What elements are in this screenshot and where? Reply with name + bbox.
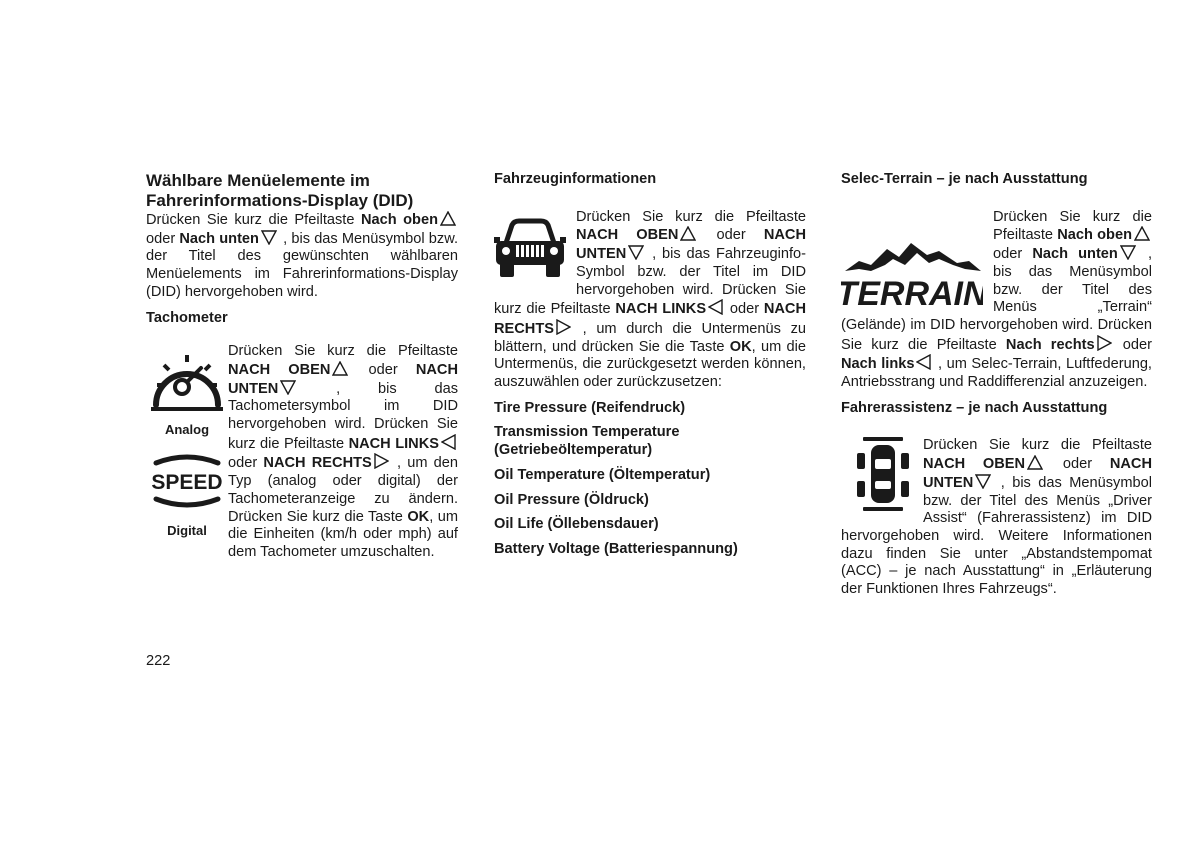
list-item: Battery Voltage (Batteriespannung) (494, 540, 738, 557)
driver-assist-paragraph: Drücken Sie kurz die Pfeiltaste NACH OBEN oder NACH UNTEN , bis das Menüsymbol bzw. der Titel des Menüs „Driver Assist“ (Fahrerassistenz) im DID hervorgehoben wird. Weitere Informationen dazu finden Sie unter „Abstandstempomat (ACC) – je nach Ausstattung“ in „Erläuterung der Funktionen Ihres Fahrzeugs“. (841, 437, 1153, 598)
terrain-logo (841, 239, 993, 317)
list-item: Oil Temperature (Öltemperatur) (494, 466, 711, 483)
terrain-paragraph: Drücken Sie kurz die Pfeiltaste Nach oben oder Nach unten , bis das Menüsymbol bzw. der Titel des Menüs „Terrain“ (Gelände) im DID hervorgehoben wird. Drücken Sie kurz die Pfeiltaste Nach rechts oder Nach links , um Selec-Terrain, Luftfederung, Antriebsstrang und Raddifferenzial anzuzeigen. (841, 208, 1153, 391)
column-middle (494, 171, 806, 566)
column-right (841, 171, 1152, 607)
section-heading-selec-terrain: Selec-Terrain – je nach Ausstattung (841, 171, 1088, 187)
arrow-right-icon (556, 319, 571, 335)
intro-paragraph: Drücken Sie kurz die Pfeiltaste Nach oben oder Nach unten , bis das Menüsymbol bzw. der Titel des gewünschten wählbaren Menüelements im Fahrerinformations-Display (DID) hervorgehoben wird. (146, 212, 458, 300)
arrow-down-icon (628, 245, 644, 260)
tachometer-icons (146, 343, 228, 540)
page-number: 222 (146, 653, 171, 669)
arrow-left-icon (916, 354, 931, 370)
speed-icon-text: SPEED (151, 470, 223, 494)
arrow-up-icon (440, 211, 456, 226)
arrow-up-icon (680, 226, 696, 241)
column-left (146, 171, 458, 570)
arrow-right-icon (374, 453, 389, 469)
vehicle-info-paragraph: Drücken Sie kurz die Pfeiltaste NACH OBEN oder NACH UNTEN , bis das Fahrzeuginfo-Symbol bzw. der Titel im DID hervorgehoben wird. Drücken Sie kurz die Pfeiltaste NACH LINKS oder NACH RECHTS , um durch die Untermenüs zu blättern, und drücken Sie die Taste OK, um die Untermenüs, die zurückgesetzt werden können, auszuwählen oder zurückzusetzen: (494, 208, 806, 391)
vehicle-info-icon (494, 209, 576, 285)
driver-assist-icon (841, 437, 923, 517)
arrow-left-icon (708, 299, 723, 315)
arrow-left-icon (441, 434, 456, 450)
digital-caption: Digital (167, 523, 207, 539)
analog-caption: Analog (164, 421, 210, 437)
list-item: Oil Life (Öllebensdauer) (494, 516, 659, 533)
arrow-up-icon (1027, 455, 1043, 470)
terrain-logo-text: TERRAIN (841, 274, 983, 311)
section-heading: Wählbare Menüelemente im Fahrerinformations-Display (DID) (146, 171, 414, 210)
digital-speedometer-icon (146, 453, 228, 515)
vehicle-info-list (494, 400, 806, 559)
arrow-up-icon (1134, 226, 1150, 241)
analog-speedometer-icon (146, 343, 228, 419)
arrow-right-icon (1097, 335, 1112, 351)
section-heading-driver-assist: Fahrerassistenz – je nach Ausstattung (841, 399, 1108, 416)
arrow-down-icon (1120, 245, 1136, 260)
section-heading-vehicle-info: Fahrzeuginformationen (494, 171, 657, 187)
arrow-down-icon (975, 474, 991, 489)
arrow-down-icon (280, 380, 296, 395)
arrow-down-icon (261, 230, 277, 245)
tachometer-paragraph: Drücken Sie kurz die Pfeiltaste NACH OBEN oder NACH UNTEN , bis das Tachometersymbol im DID hervorgehoben wird. Drücken Sie kurz die Pfeiltaste NACH LINKS oder NACH RECHTS , um den Typ (analog oder digital) der Tachometeranzeige zu ändern. Drücken Sie kurz die Taste OK, um die Einheiten (km/h oder mph) auf dem Tachometer umzuschalten. (228, 343, 459, 560)
list-item: Transmission Temperature (Getriebeöltemperatur) (494, 424, 680, 459)
list-item: Tire Pressure (Reifendruck) (494, 399, 686, 416)
list-item: Oil Pressure (Öldruck) (494, 491, 649, 508)
arrow-up-icon (332, 361, 348, 376)
subheading-tachometer: Tachometer (146, 309, 228, 326)
